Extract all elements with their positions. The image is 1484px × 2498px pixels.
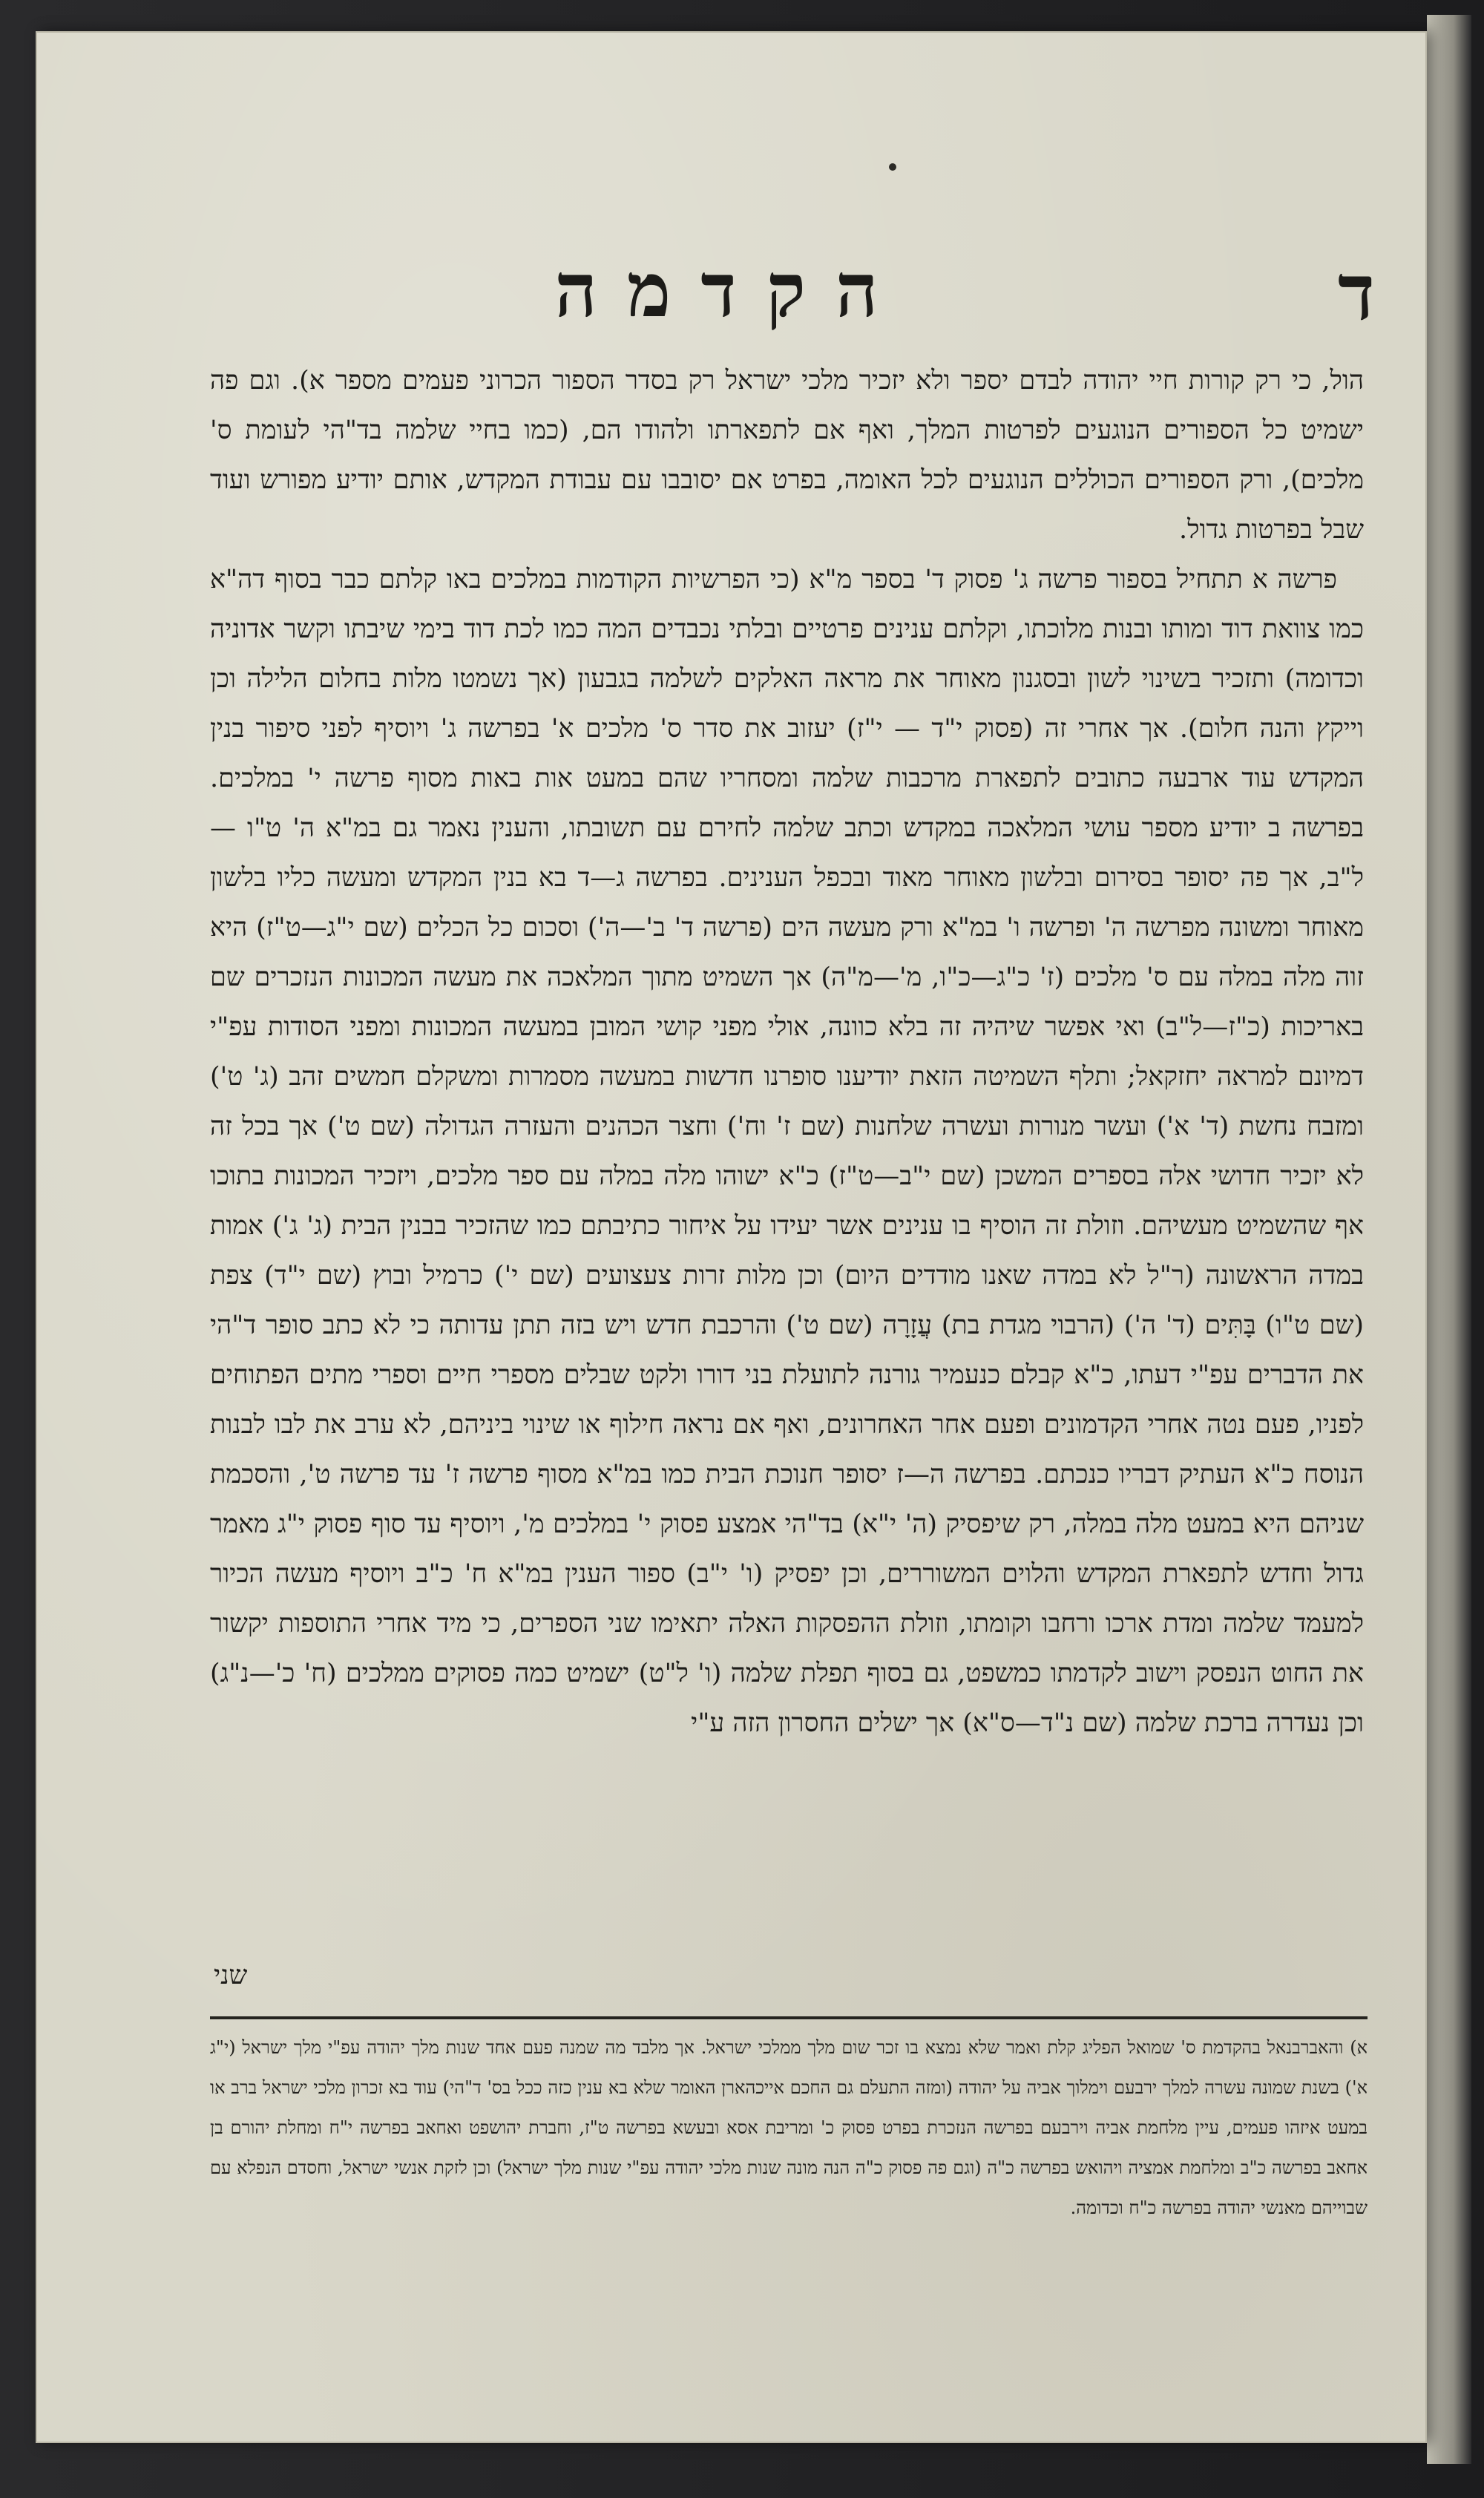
page-title: הקדמה: [554, 246, 908, 334]
paragraph-1: הול, כי רק קורות חיי יהודה לבדם יספר ולא יזכיר מלכי ישראל רק בסדר הספור הכרוני פעמים מספר א). וגם פה ישמיט כל הספורים הנוגעים לפרטות המלך, ואף אם לתפארתו ולהודו הם, (כמו בחיי שלמה בד"הי לעומת ס' מלכים), ורק הספורים הכוללים הנוגעים לכל האומה, בפרט אם יסובבו עם עבודת המקדש, אותם יודיע מפורש ועוד שבל בפרטות גדול.: [210, 366, 1364, 545]
paragraph-2: פרשה א תתחיל בספור פרשה ג' פסוק ד' בספר מ"א (כי הפרשיות הקודמות במלכים באו קלתם כבר בסוף דה"א כמו צוואת דוד ומותו ובנות מלוכתו, וקלתם ענינים פרטיים ובלתי נכבדים המה כמו לכת דוד בימי שיבתו וקשר אדוניה וכדומה) ותזכיר בשינוי לשון ובסגנון מאוחר את מראה האלקים לשלמה בגבעון (אך נשמטו מלות בחלום הלילה וכן וייקץ והנה חלום). אך אחרי זה (פסוק י"ד — י"ז) יעזוב את סדר ס' מלכים א' בפרשה ג' ויוסיף לפני סיפור בנין המקדש עוד ארבעה כתובים לתפארת מרכבות שלמה ומסחריו שהם במעט אות באות מסוף פרשה י' במלכים. בפרשה ב יודיע מספר עושי המלאכה במקדש וכתב שלמה לחירם עם תשובתו, והענין נאמר גם במ"א ה' ט"ו — ל"ב, אך פה יסופר בסירום ובלשון מאוחר מאוד ובכפל הענינים. בפרשה ג—ד בא בנין המקדש ומעשה כליו בלשון מאוחר ומשונה מפרשה ה' ופרשה ו' במ"א ורק מעשה הים (פרשה ד' ב'—ה') וסכום כל הכלים (שם י"ג—ט"ז) היא זוה מלה במלה עם ס' מלכים (ז' כ"ג—כ"ו, מ'—מ"ה) אך השמיט מתוך המלאכה את מעשה המכונות הנזכרים שם באריכות (כ"ז—ל"ב) ואי אפשר שיהיה זה בלא כוונה, אולי מפני קושי המובן במעשה המכונות ומפני הסודות עפ"י דמיונם למראה יחזקאל; ותלף השמיטה הזאת יודיענו סופרנו חדשות במעשה מסמרות ומשקלם חמשים זהב (ג' ט') ומזבח נחשת (ד' א') ועשר מנורות ועשרה שלחנות (שם ז' וח') וחצר הכהנים והעזרה הגדולה (שם ט') אך בכל זה לא יזכיר חדושי אלה בספרים המשכן (שם י"ב—ט"ז) כ"א ישוהו מלה במלה עם ספר מלכים, ויזכיר המכונות בתוכו אף שהשמיט מעשיהם. וזולת זה הוסיף בו ענינים אשר יעידו על איחור כתיבתם כמו שהזכיר בבנין הבית (ג' ג') אמות במדה הראשונה (ר"ל לא במדה שאנו מודדים היום) וכן מלות זרות צעצועים (שם י') כרמיל ובוץ (שם י"ד) צפת (שם ט"ו) בָּתִּים (ד' ה') (הרבוי מגדת בת) עֲזָרָה (שם ט') והרכבת חדש ויש בזה תתן עדותה כי לא כתב סופר ד"הי את הדברים עפ"י דעתו, כ"א קבלם כנעמיר גורנה לתועלת בני דורו ולקט שבלים מספרי חיים וספרי מתים הפתוחים לפניו, פעם נטה אחרי הקדמונים ופעם אחר האחרונים, ואף אם נראה חילוף או שינוי ביניהם, לא ערב את לבו לבנות הנוסח כ"א העתיק דבריו כנכתם. בפרשה ה—ז יסופר חנוכת הבית כמו במ"א מסוף פרשה ז' עד פרשה ט', והסכמת שניהם היא במעט מלה במלה, רק שיפסיק (ה' י"א) בד"הי אמצע פסוק י' במלכים מ', ויוסיף עד סוף פסוק י"ג מאמר גדול וחדש לתפארת המקדש והלוים המשוררים, וכן יפסיק (ו' י"ב) ספור הענין במ"א ח' כ"ב ויוסיף מעשה הכיור למעמד שלמה ומדת ארכו ורחבו וקומתו, וזולת ההפסקות האלה יתאימו שני הספרים, כי מיד אחרי התוספות יקשור את החוט הנפסק וישוב לקדמתו כמשפט, גם בסוף תפלת שלמה (ו' ל"ט) ישמיט כמה פסוקים ממלכים (ח' כ'—נ"ג) וכן נעדרה ברכת שלמה (שם נ"ד—ס"א) אך ישלים החסרון הזה ע"י: [210, 565, 1364, 1738]
ink-spot: [889, 163, 896, 171]
footnote-divider: [210, 2016, 1368, 2019]
book-page: [36, 31, 1427, 2443]
page-number: ד: [1337, 246, 1375, 338]
main-text: [210, 356, 1364, 1974]
footnotes: [210, 2027, 1368, 2376]
next-page-edge: [1427, 15, 1471, 2464]
page-header: [36, 246, 1427, 350]
footnote-1: א) והאברבנאל בהקדמת ס' שמואל הפליג קלת ואמר שלא נמצא בו זכר שום מלך ממלכי ישראל. אך מלבד מה שמנה פעם אחד שנות מלך יהודה עפ"י מלך ישראל (י"ג א') בשנת שמונה עשרה למלך ירבעם וימלוך אביה על יהודה (ומזה התעלם גם החכם אייכהארן האומר שלא בא ענין כזה ככל בס' ד"הי) עוד בא זכרון מלכי ישראל ברב או במעט איזהו פעמים, עיין מלחמת אביה וירבעם בפרשה הנזכרת בפרט פסוק כ' ומריבת אסא ובעשא בפרשה ט"ז, וחברת יהושפט ואחאב בפרשה י"ח ומחלת יהורם בן אחאב בפרשה כ"ב ומלחמת אמציה ויהואש בפרשה כ"ה (וגם פה פסוק כ"ה הנה מונה שנות מלכי יהודה עפ"י שנות מלך ישראל) וכן לזקת אנשי ישראל, וחסדם הנפלא עם שבוייהם מאנשי יהודה בפרשה כ"ח וכדומה.: [210, 2037, 1368, 2218]
catchword: שני: [214, 1961, 248, 1990]
